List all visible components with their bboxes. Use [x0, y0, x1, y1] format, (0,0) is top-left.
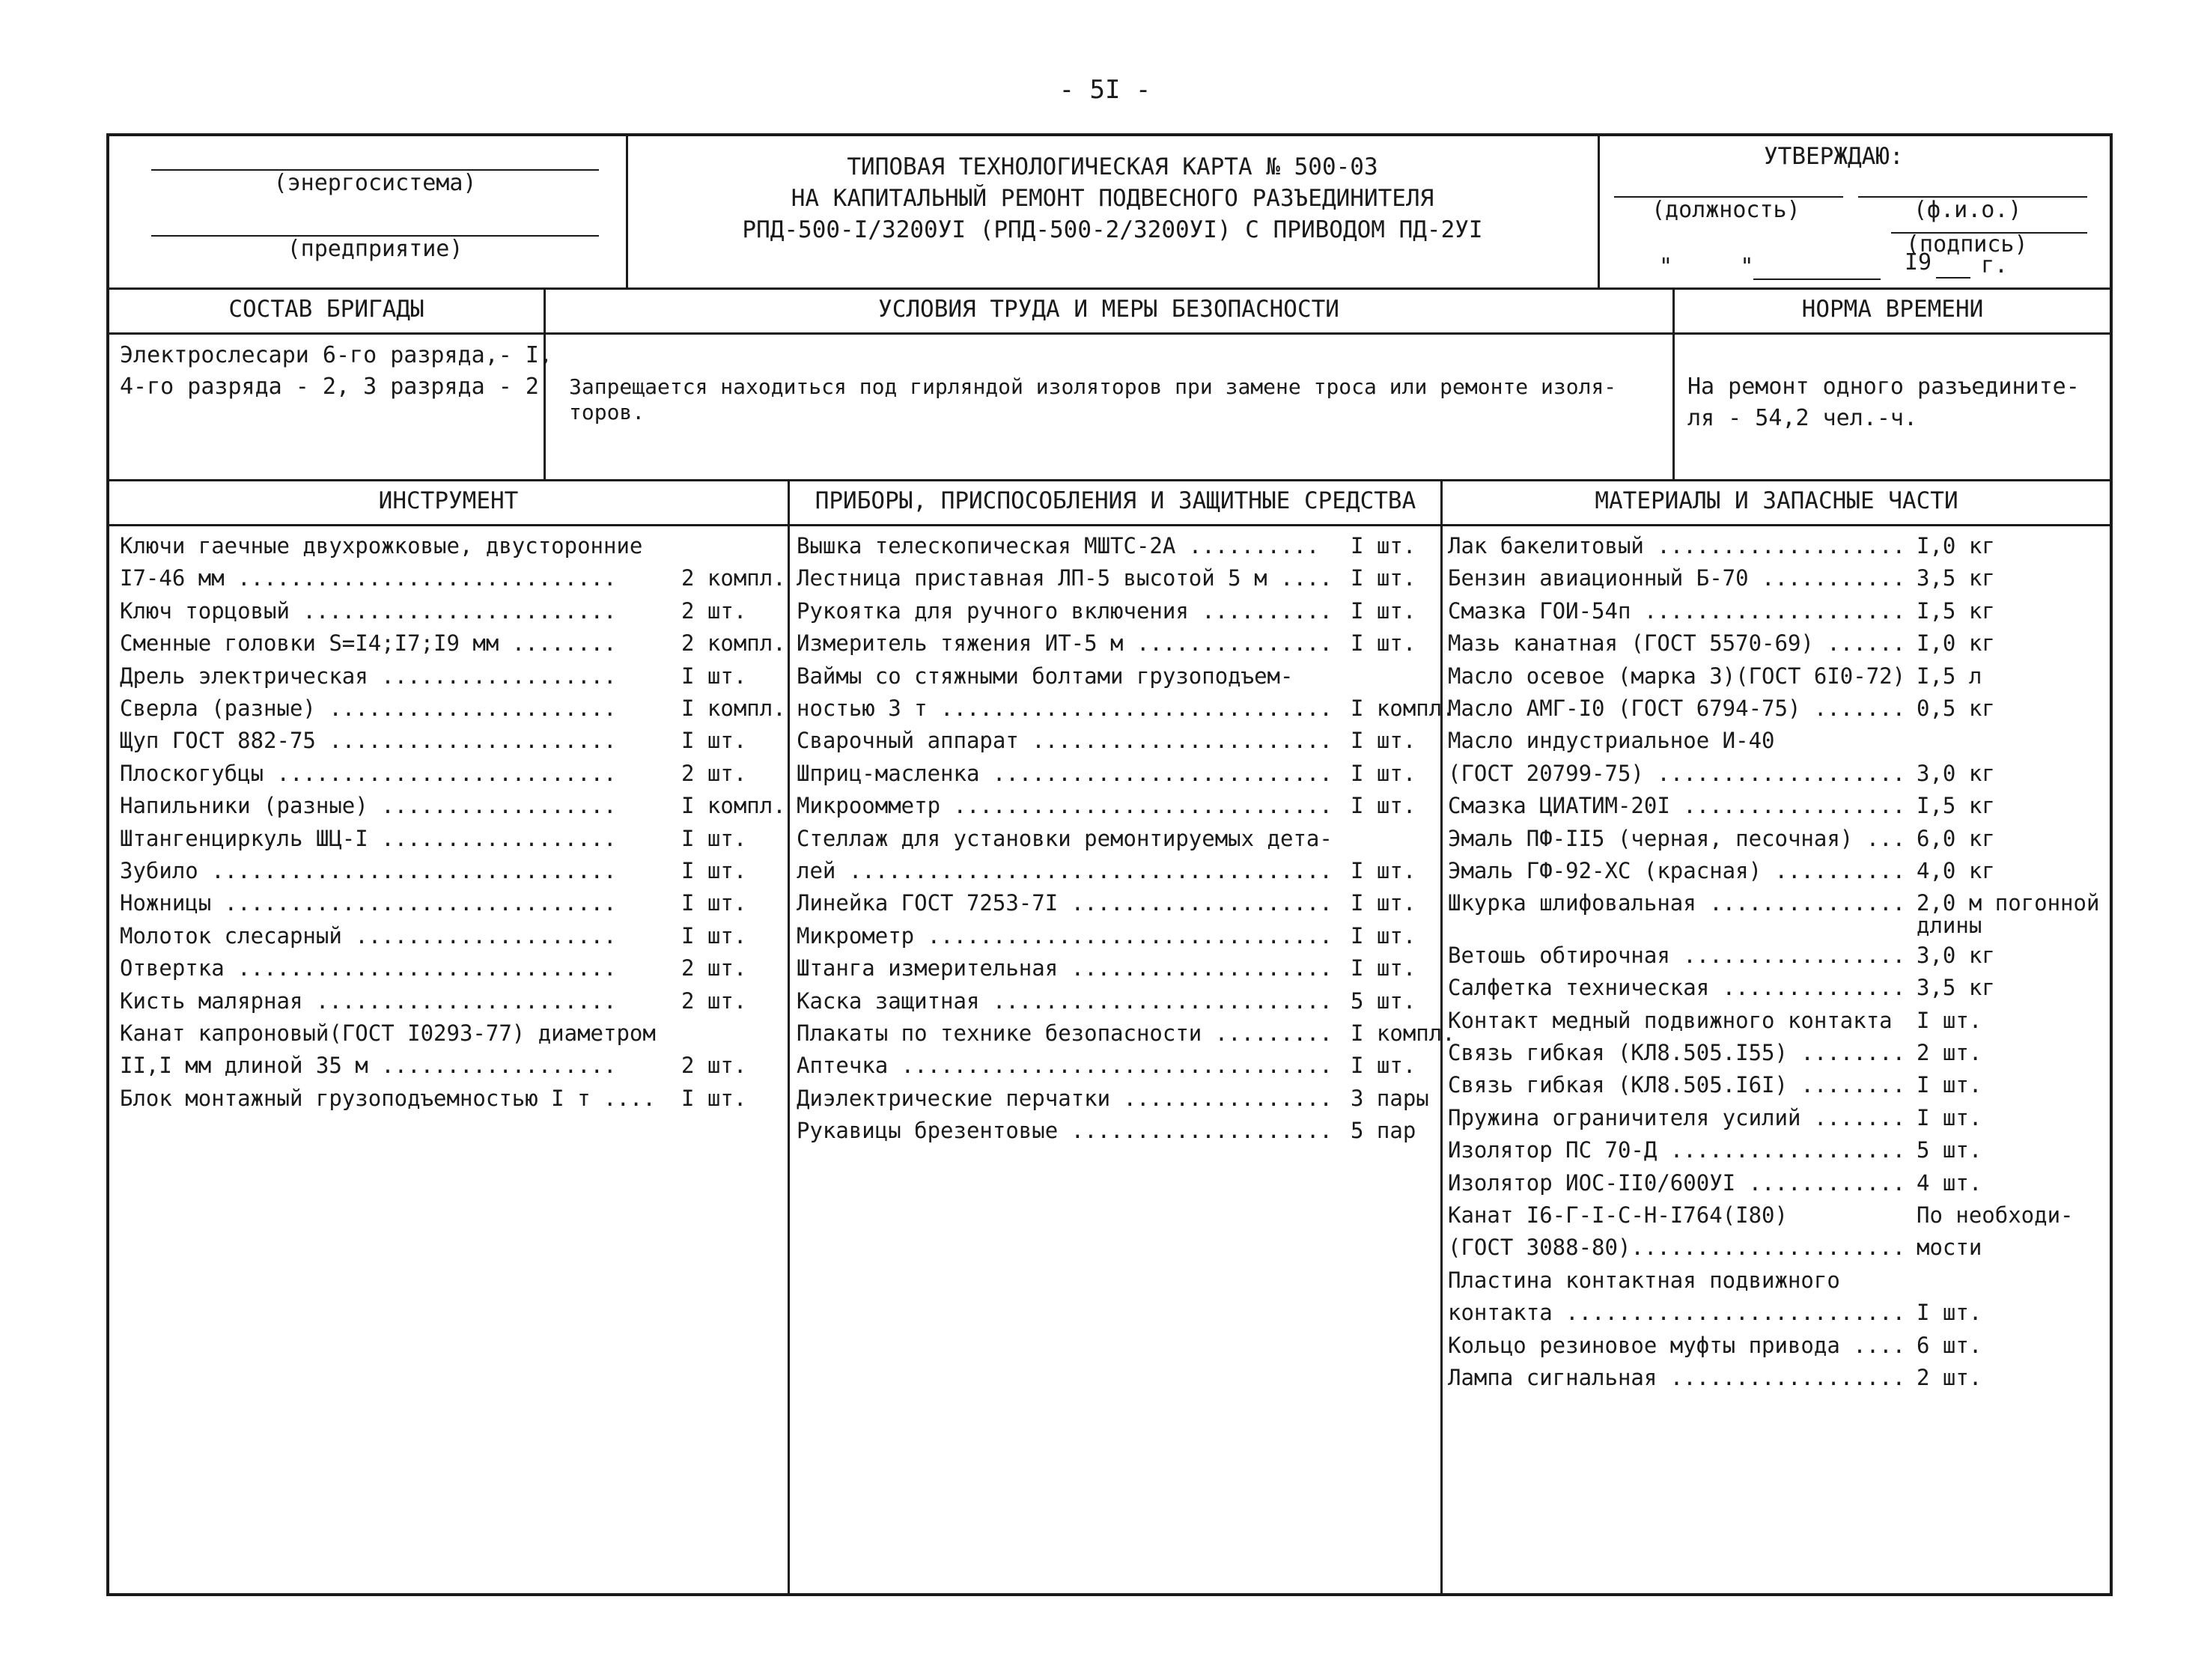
item-name: II,I мм длиной 35 м .................. [120, 1053, 617, 1079]
item-quantity: I шт. [1351, 760, 1416, 786]
conditions-line-1: Запрещается находиться под гирляндой изоляторов при замене троса или ремонте изоля- [569, 374, 1617, 399]
approve-title: УТВЕРЖДАЮ: [1764, 143, 1904, 170]
item-quantity: 3,0 кг [1917, 760, 1995, 786]
card-title-line-2: НА КАПИТАЛЬНЫЙ РЕМОНТ ПОДВЕСНОГО РАЗЪЕДИНИТЕЛЯ [791, 185, 1434, 212]
item-name: Сверла (разные) ...................... [120, 696, 617, 721]
header-left-divider [626, 136, 628, 287]
item-name: Шприц-масленка .......................... [797, 760, 1333, 786]
item-name: (ГОСТ 3088-80)..................... [1448, 1235, 1906, 1261]
item-quantity: I шт. [681, 825, 747, 851]
energy-system-label: (энергосистема) [273, 170, 477, 196]
materials-heading: МАТЕРИАЛЫ И ЗАПАСНЫЕ ЧАСТИ [1595, 487, 1958, 514]
card-frame [106, 133, 2113, 1596]
item-name: Смазка ЦИАТИМ-20I ................. [1448, 793, 1906, 819]
item-name: Эмаль ПФ-II5 (черная, песочная) ... [1448, 825, 1906, 851]
item-name: Рукоятка для ручного включения .......... [797, 597, 1333, 624]
time-norm-line-2: ля - 54,2 чел.-ч. [1687, 405, 1918, 431]
item-name: Изолятор ПС 70-Д .................. [1448, 1137, 1906, 1163]
tools-divider [788, 479, 790, 1596]
devices-list [797, 533, 1455, 1581]
item-quantity: 2 шт. [1917, 1040, 1982, 1065]
item-quantity: I шт. [681, 663, 747, 689]
item-name: Масло АМГ-I0 (ГОСТ 6794-75) ....... [1448, 696, 1906, 721]
item-quantity: 6,0 кг [1917, 825, 1995, 851]
item-quantity: I шт. [681, 858, 747, 883]
item-name: Стеллаж для установки ремонтируемых дета- [797, 825, 1333, 851]
item-name: Канат I6-Г-I-С-Н-I764(I80) [1448, 1202, 1788, 1228]
item-quantity: I шт. [681, 1085, 747, 1111]
item-quantity: I шт. [1917, 1007, 1982, 1033]
item-name: Смазка ГОИ-54п .................... [1448, 597, 1906, 624]
item-name: Микроомметр ............................. [797, 793, 1333, 819]
item-name: Шкурка шлифовальная ............... [1448, 890, 1906, 916]
item-quantity: I,5 кг [1917, 793, 1995, 819]
time-norm-heading: НОРМА ВРЕМЕНИ [1801, 296, 1984, 323]
row2-heading-divider [109, 332, 2110, 335]
header-divider [109, 287, 2110, 290]
item-name: Лак бакелитовый ................... [1448, 533, 1906, 559]
item-quantity: 4,0 кг [1917, 858, 1995, 883]
materials-list [1448, 533, 2107, 1581]
item-name: Сменные головки S=I4;I7;I9 мм ........ [120, 630, 617, 657]
header-right-divider [1598, 136, 1600, 287]
item-name: I7-46 мм ............................. [120, 565, 617, 591]
item-quantity: I шт. [681, 890, 747, 916]
item-quantity: 2 шт. [681, 987, 747, 1014]
conditions-heading: УСЛОВИЯ ТРУДА И МЕРЫ БЕЗОПАСНОСТИ [878, 296, 1339, 323]
devices-heading: ПРИБОРЫ, ПРИСПОСОБЛЕНИЯ И ЗАЩИТНЫЕ СРЕДСТВА [815, 487, 1416, 514]
item-quantity: 3,5 кг [1917, 565, 1995, 591]
item-quantity: I шт. [1351, 597, 1416, 624]
item-name: Диэлектрические перчатки ................ [797, 1085, 1333, 1111]
page-number: - 5I - [1059, 75, 1151, 105]
item-name: Молоток слесарный .................... [120, 922, 617, 949]
item-name: (ГОСТ 20799-75) ................... [1448, 760, 1906, 786]
item-name: Кисть малярная ....................... [120, 987, 617, 1014]
item-name: Штангенциркуль ШЦ-I .................. [120, 825, 617, 851]
brigade-line-1: Электрослесари 6-го разряда,- I, [120, 342, 552, 368]
item-name: Ключи гаечные двухрожковые, двусторонние [120, 533, 643, 559]
item-name: Отвертка ............................. [120, 955, 617, 981]
item-quantity: 0,5 кг [1917, 696, 1995, 721]
brigade-line-2: 4-го разряда - 2, 3 разряда - 2 [120, 374, 539, 400]
tools-heading: ИНСТРУМЕНТ [378, 487, 519, 514]
item-quantity: 2 шт. [681, 955, 747, 981]
item-quantity: I шт. [1351, 728, 1416, 754]
card-title-line-3: РПД-500-I/3200УI (РПД-500-2/3200УI) С ПРИВОДОМ ПД-2УI [742, 216, 1483, 243]
item-name: Ваймы со стяжными болтами грузоподъем- [797, 663, 1294, 689]
item-quantity: I компл. [1351, 696, 1455, 721]
item-name: Ветошь обтирочная ................. [1448, 942, 1906, 968]
item-quantity: мости [1917, 1235, 1982, 1261]
item-quantity: 3 пары [1351, 1085, 1429, 1111]
item-name: Штанга измерительная .................... [797, 955, 1333, 981]
approve-name-label: (ф.и.о.) [1914, 197, 2022, 223]
item-quantity: 5 пар [1351, 1118, 1416, 1144]
columns-heading-divider [109, 524, 2110, 526]
item-name: Плакаты по технике безопасности ......... [797, 1020, 1333, 1046]
item-name: Пружина ограничителя усилий ....... [1448, 1104, 1906, 1130]
item-name: Связь гибкая (КЛ8.505.I6I) ........ [1448, 1072, 1906, 1098]
item-quantity: 3,5 кг [1917, 975, 1995, 1001]
item-name: Канат капроновый(ГОСТ I0293-77) диаметром [120, 1020, 656, 1046]
item-quantity: I шт. [1351, 890, 1416, 916]
enterprise-label: (предприятие) [287, 236, 463, 262]
approve-year: I9 [1905, 249, 1932, 276]
item-name: Ножницы .............................. [120, 890, 617, 916]
item-name: Ключ торцовый ........................ [120, 597, 617, 624]
item-quantity: I,0 кг [1917, 533, 1995, 559]
item-name: Линейка ГОСТ 7253-7I .................... [797, 890, 1333, 916]
item-quantity: 5 шт. [1917, 1137, 1982, 1163]
card-title-line-1: ТИПОВАЯ ТЕХНОЛОГИЧЕСКАЯ КАРТА № 500-03 [847, 153, 1378, 180]
item-quantity: I шт. [681, 922, 747, 949]
brigade-heading: СОСТАВ БРИГАДЫ [228, 296, 424, 323]
item-name: Связь гибкая (КЛ8.505.I55) ........ [1448, 1040, 1906, 1065]
item-name: Дрель электрическая .................. [120, 663, 617, 689]
item-quantity: I шт. [1351, 922, 1416, 949]
item-name: Микрометр ............................... [797, 922, 1333, 949]
item-quantity: 2 шт. [1917, 1365, 1982, 1390]
tools-list [120, 533, 785, 1581]
item-quantity: I шт. [1917, 1300, 1982, 1326]
item-name: Сварочный аппарат ....................... [797, 728, 1333, 754]
item-quantity: 4 шт. [1917, 1169, 1982, 1196]
item-quantity: 2 компл. [681, 630, 786, 657]
item-name: Бензин авиационный Б-70 ........... [1448, 565, 1906, 591]
item-quantity: 3,0 кг [1917, 942, 1995, 968]
item-quantity: I шт. [1351, 858, 1416, 883]
item-quantity: I шт. [1351, 565, 1416, 591]
item-name: Изолятор ИОС-II0/600УI ............ [1448, 1169, 1906, 1196]
item-quantity: I шт. [1351, 955, 1416, 981]
item-quantity: I,5 кг [1917, 597, 1995, 624]
item-name: Лестница приставная ЛП-5 высотой 5 м .... [797, 565, 1333, 591]
brigade-divider [544, 287, 546, 479]
item-quantity: I компл. [681, 793, 786, 819]
item-quantity: I,5 л [1917, 663, 1982, 689]
item-quantity: 2,0 м погонной [1917, 890, 2100, 916]
item-quantity: I шт. [1351, 630, 1416, 657]
conditions-line-2: торов. [569, 400, 645, 424]
time-divider [1672, 287, 1675, 479]
item-name: Рукавицы брезентовые .................... [797, 1118, 1333, 1144]
item-name: Контакт медный подвижного контакта [1448, 1007, 1893, 1033]
item-quantity: I шт. [1351, 533, 1416, 559]
item-quantity: I компл. [1351, 1020, 1455, 1046]
item-quantity: I шт. [1351, 793, 1416, 819]
item-name: Измеритель тяжения ИТ-5 м ............... [797, 630, 1333, 657]
item-name: Масло осевое (марка 3)(ГОСТ 6I0-72) [1448, 663, 1906, 689]
item-name: Мазь канатная (ГОСТ 5570-69) ...... [1448, 630, 1906, 657]
item-name: Блок монтажный грузоподъемностью I т .... [120, 1085, 656, 1111]
item-name: ностью 3 т .............................. [797, 696, 1333, 721]
item-name: лей ..................................... [797, 858, 1333, 883]
item-name: Лампа сигнальная .................. [1448, 1365, 1906, 1390]
approve-date-quotes: " " [1659, 254, 1754, 280]
item-quantity: 2 шт. [681, 597, 747, 624]
item-name: контакта .......................... [1448, 1300, 1906, 1326]
item-name: Напильники (разные) .................. [120, 793, 617, 819]
item-quantity: 2 компл. [681, 565, 786, 591]
item-quantity: I,0 кг [1917, 630, 1995, 657]
item-quantity: 6 шт. [1917, 1332, 1982, 1358]
item-name: Вышка телескопическая МШТС-2А .......... [797, 533, 1320, 559]
item-quantity: 2 шт. [681, 760, 747, 786]
approve-year-suffix: г. [1981, 252, 2009, 279]
item-quantity: 2 шт. [681, 1053, 747, 1079]
item-name: Щуп ГОСТ 882-75 ...................... [120, 728, 617, 754]
item-quantity-continued: длины [1917, 913, 1982, 939]
item-quantity: По необходи- [1917, 1202, 2074, 1228]
item-quantity: I шт. [1917, 1104, 1982, 1130]
item-quantity: I шт. [681, 728, 747, 754]
row2-bottom-divider [109, 479, 2110, 481]
item-name: Аптечка ................................. [797, 1053, 1333, 1079]
item-name: Каска защитная .......................... [797, 987, 1333, 1014]
approve-position-label: (должность) [1652, 197, 1800, 223]
item-name: Салфетка техническая .............. [1448, 975, 1906, 1001]
item-quantity: I шт. [1351, 1053, 1416, 1079]
item-quantity: I компл. [681, 696, 786, 721]
item-quantity: I шт. [1917, 1072, 1982, 1098]
item-name: Масло индустриальное И-40 [1448, 728, 1775, 754]
item-name: Плоскогубцы .......................... [120, 760, 617, 786]
item-name: Кольцо резиновое муфты привода .... [1448, 1332, 1906, 1358]
item-name: Пластина контактная подвижного [1448, 1267, 1840, 1293]
time-norm-line-1: На ремонт одного разъедините- [1687, 374, 2080, 400]
item-name: Зубило ............................... [120, 858, 617, 883]
approve-signature-label: (подпись) [1906, 231, 2028, 258]
item-quantity: 5 шт. [1351, 987, 1416, 1014]
item-name: Эмаль ГФ-92-ХС (красная) .......... [1448, 858, 1906, 883]
